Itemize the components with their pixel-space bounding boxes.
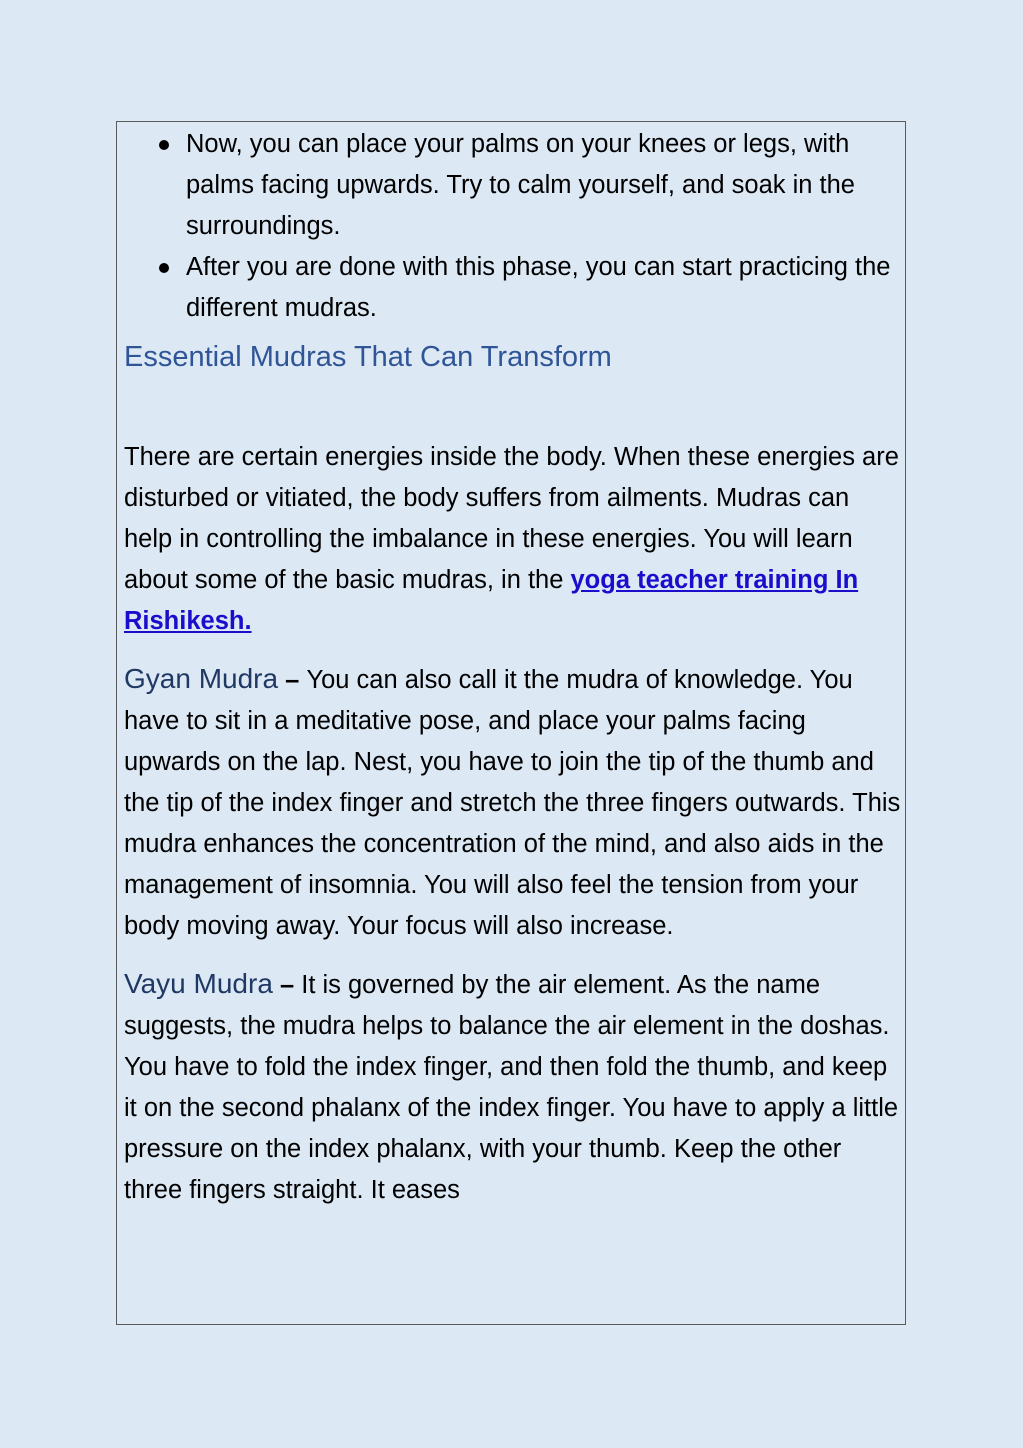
dash: – (278, 666, 307, 694)
bullet-text: Now, you can place your palms on your knees or legs, with palms facing upwards. Try to calm yourself, and soak in the surroundings. (186, 130, 855, 240)
intro-text: There are certain energies inside the body. When these energies are disturbed or vitiated, the body suffers from ailments. Mudras can help in controlling the imbalance in these energies. You will learn about some of the basic mudras, in the (124, 443, 899, 594)
intro-paragraph (124, 437, 902, 642)
gyan-mudra-text: You can also call it the mudra of knowledge. You have to sit in a meditative pose, and place your palms facing upwards on the lap. Nest, you have to join the tip of the thumb and the tip of the index finger and stretch the three fingers outwards. This mudra enhances the concentration of the mind, and also aids in the management of insomnia. You will also feel the tension from your body moving away. Your focus will also increase. (124, 666, 901, 940)
bullet-text: After you are done with this phase, you can start practicing the different mudras. (186, 253, 891, 322)
document-content (124, 124, 902, 1211)
gyan-mudra-paragraph (124, 658, 902, 947)
bullet-list (124, 124, 902, 329)
section-heading: Essential Mudras That Can Transform (124, 341, 612, 373)
yoga-teacher-training-link[interactable]: yoga teacher training In Rishikesh. (124, 566, 859, 635)
bullet-icon (159, 263, 169, 273)
bullet-icon (159, 140, 169, 150)
bullet-item (124, 247, 902, 329)
gyan-mudra-title: Gyan Mudra (124, 663, 279, 694)
bullet-item (124, 124, 902, 247)
vayu-mudra-title: Vayu Mudra (124, 968, 273, 999)
dash: – (272, 971, 302, 999)
vayu-mudra-text: It is governed by the air element. As the name suggests, the mudra helps to balance the air element in the doshas. You have to fold the index finger, and then fold the thumb, and keep it on the second phalanx of the index finger. You have to apply a little pressure on the index phalanx, with your thumb. Keep the other three fingers straight. It eases (124, 971, 899, 1204)
vayu-mudra-paragraph (124, 963, 902, 1211)
